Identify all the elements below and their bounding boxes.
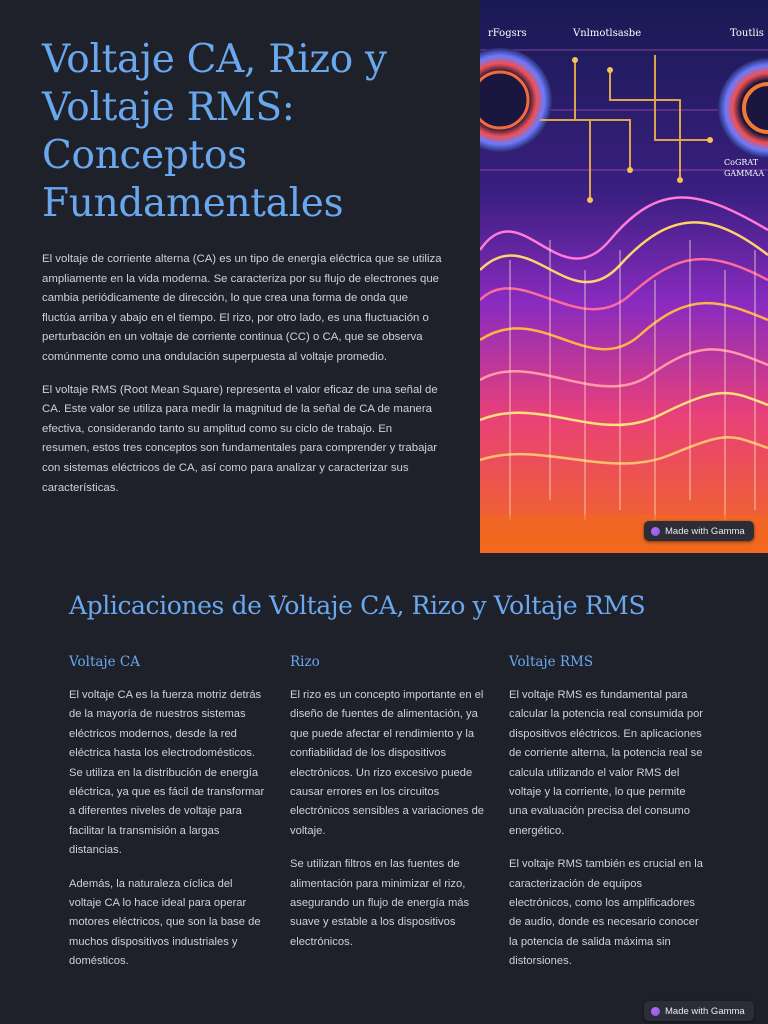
column-voltaje-rms <box>509 652 705 986</box>
page-title: Voltaje CA, Rizo y Voltaje RMS: Conceptos Fundamentales <box>42 37 387 226</box>
column-heading: Voltaje CA <box>69 654 140 670</box>
section-title: Aplicaciones de Voltaje CA, Rizo y Voltaje RMS <box>69 591 646 620</box>
waveform-illustration <box>480 0 768 553</box>
illustration-label-4: CoGRAT <box>724 158 759 167</box>
gamma-logo-icon <box>651 1007 660 1016</box>
hero-paragraph-1: El voltaje de corriente alterna (CA) es un tipo de energía eléctrica que se utiliza ampliamente en la vida moderna. Se caracteriza por su flujo de electrones que cambia periódicamente de dirección, lo que crea una forma de onda que fluctúa arriba y abajo en el tiempo. El rizo, por otro lado, es una fluctuación o perturbación en un voltaje de corriente continua (CC) o CA, que se observa comúnmente como una ondulación superpuesta al voltaje promedio. <box>42 253 442 363</box>
hero-illustration <box>480 0 768 553</box>
hero-text-block <box>42 36 442 511</box>
made-with-gamma-badge[interactable] <box>644 521 754 541</box>
illustration-label-3: Toutlis <box>730 28 764 39</box>
illustration-label-2: Vnlmotlsasbe <box>573 28 642 39</box>
badge-label: Made with Gamma <box>665 525 745 537</box>
badge-label: Made with Gamma <box>665 1005 745 1017</box>
made-with-gamma-badge-bottom[interactable] <box>644 1001 754 1021</box>
column-paragraph: El voltaje CA es la fuerza motriz detrás de la mayoría de nuestros sistemas eléctricos modernos, desde la red eléctrica hasta los electrodomésticos. Se utiliza en la distribución de energía eléctrica, ya que es fácil de transformar a diferentes niveles de voltaje para facilitar la transmisión a largas distancias. <box>69 689 265 857</box>
column-rizo <box>290 652 486 966</box>
illustration-label-5: GAMMAA <box>724 169 765 178</box>
applications-section <box>69 588 709 968</box>
gamma-logo-icon <box>651 527 660 536</box>
column-paragraph: El voltaje RMS es fundamental para calcular la potencia real consumida por dispositivos eléctricos. En aplicaciones de corriente alterna, la potencia real se calcula utilizando el valor RMS del voltaje y la corriente, lo que permite una evaluación precisa del consumo energético. <box>509 689 704 837</box>
column-heading: Voltaje RMS <box>509 654 594 670</box>
column-paragraph: Se utilizan filtros en las fuentes de alimentación para minimizar el rizo, asegurando un flujo de energía más suave y estable a los dispositivos electrónicos. <box>290 858 470 948</box>
hero-paragraph-2: El voltaje RMS (Root Mean Square) representa el valor eficaz de una señal de CA. Este valor se utiliza para medir la magnitud de la señal de CA de manera efectiva, considerando tanto su amplitud como su ciclo de trabajo. En resumen, estos tres conceptos son fundamentales para comprender y trabajar con sistemas eléctricos de CA, así como para analizar y caracterizar sus características. <box>42 383 438 494</box>
column-paragraph: El voltaje RMS también es crucial en la caracterización de equipos electrónicos, como los amplificadores de audio, donde es necesario conocer la potencia de salida máxima sin distorsiones. <box>509 858 704 968</box>
column-heading: Rizo <box>290 654 320 670</box>
illustration-label-1: rFogsrs <box>488 28 527 39</box>
column-paragraph: El rizo es un concepto importante en el diseño de fuentes de alimentación, ya que puede afectar el rendimiento y la confiabilidad de los dispositivos electrónicos. Un rizo excesivo puede causar errores en los circuitos electrónicos sensibles a variaciones de voltaje. <box>290 689 485 837</box>
column-voltaje-ca <box>69 652 265 986</box>
column-paragraph: Además, la naturaleza cíclica del voltaje CA lo hace ideal para operar motores eléctricos, que son la base de muchos dispositivos industriales y domésticos. <box>69 877 261 968</box>
